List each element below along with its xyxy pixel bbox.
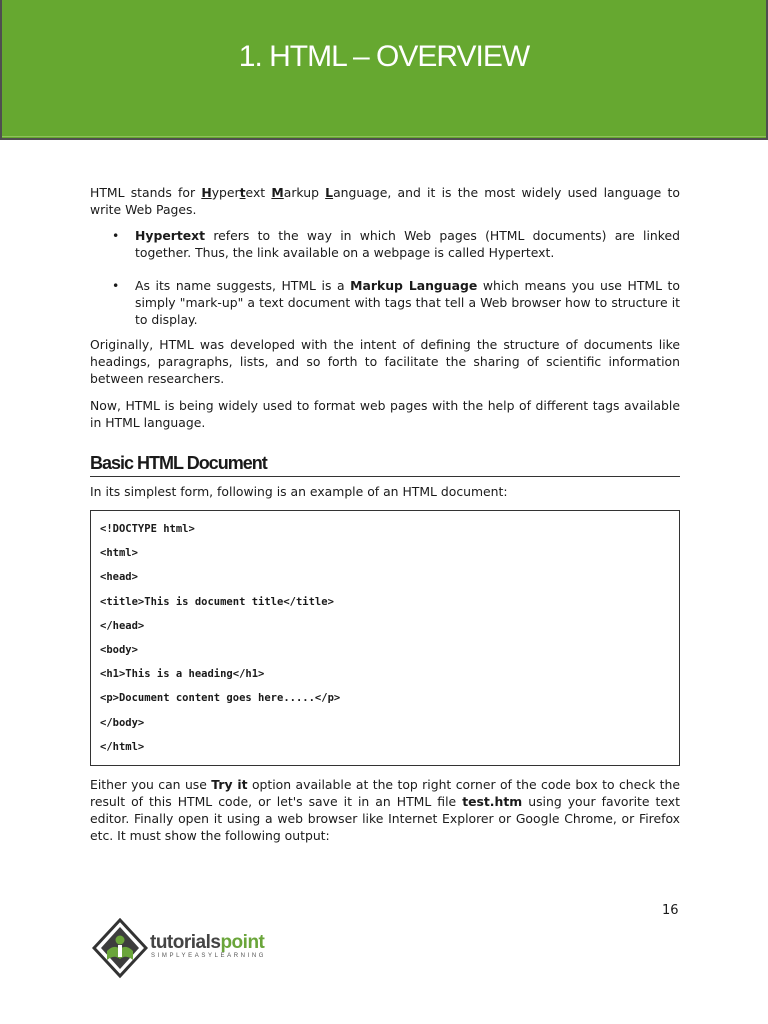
- paragraph-now: Now, HTML is being widely used to format web pages with the help of different tags available in HTML language.: [90, 398, 680, 430]
- page-number: 16: [662, 903, 679, 918]
- list-item: • As its name suggests, HTML is a Markup Language which means you use HTML to simply "mark-up" a text document with tags that tell a Web browser how to structure it to display.: [112, 278, 680, 327]
- code-box: [90, 510, 680, 766]
- intro-paragraph: HTML stands for Hypertext Markup Language, and it is the most widely used language to write Web Pages.: [90, 185, 680, 217]
- chapter-title: 1. HTML – OVERVIEW: [238, 40, 530, 73]
- tutorialspoint-logo: [92, 918, 302, 980]
- after-code-paragraph: Either you can use Try it option available at the top right corner of the code box to check the result of this HTML code, or let's save it in an HTML file test.htm using your favorite text editor. Finally open it using a web browser like Internet Explorer or Google Chrome, or Firefox etc. It must show the following output:: [90, 777, 680, 844]
- code-line: </head>: [100, 619, 145, 632]
- bullet-icon: •: [112, 278, 120, 293]
- code-line: <title>This is document title</title>: [100, 595, 334, 608]
- bullet-icon: •: [112, 228, 120, 243]
- code-line: <html>: [100, 547, 138, 560]
- logo-tagline: SIMPLYEASYLEARNING: [151, 953, 267, 959]
- paragraph-origin: Originally, HTML was developed with the intent of defining the structure of documents like headings, paragraphs, lists, and so forth to facilitate the sharing of scientific information between researchers.: [90, 337, 680, 386]
- logo-wordmark: tutorialspoint: [150, 932, 265, 953]
- code-line: <head>: [100, 571, 138, 584]
- list-item: • Hypertext refers to the way in which Web pages (HTML documents) are linked together. Thus, the link available on a webpage is called Hypertext.: [112, 228, 680, 260]
- logo-emblem-icon: [92, 918, 148, 980]
- chapter-banner: [0, 0, 768, 140]
- code-line: </body>: [100, 716, 145, 729]
- section-intro: In its simplest form, following is an example of an HTML document:: [90, 484, 508, 499]
- document-body: [90, 184, 680, 844]
- code-line: <!DOCTYPE html>: [100, 523, 195, 535]
- code-line: <body>: [100, 644, 138, 657]
- code-line: </html>: [100, 740, 145, 753]
- code-line: <p>Document content goes here.....</p>: [100, 692, 341, 705]
- section-heading: Basic HTML Document: [90, 455, 680, 477]
- code-line: <h1>This is a heading</h1>: [100, 668, 265, 681]
- bullet-list: [90, 227, 680, 328]
